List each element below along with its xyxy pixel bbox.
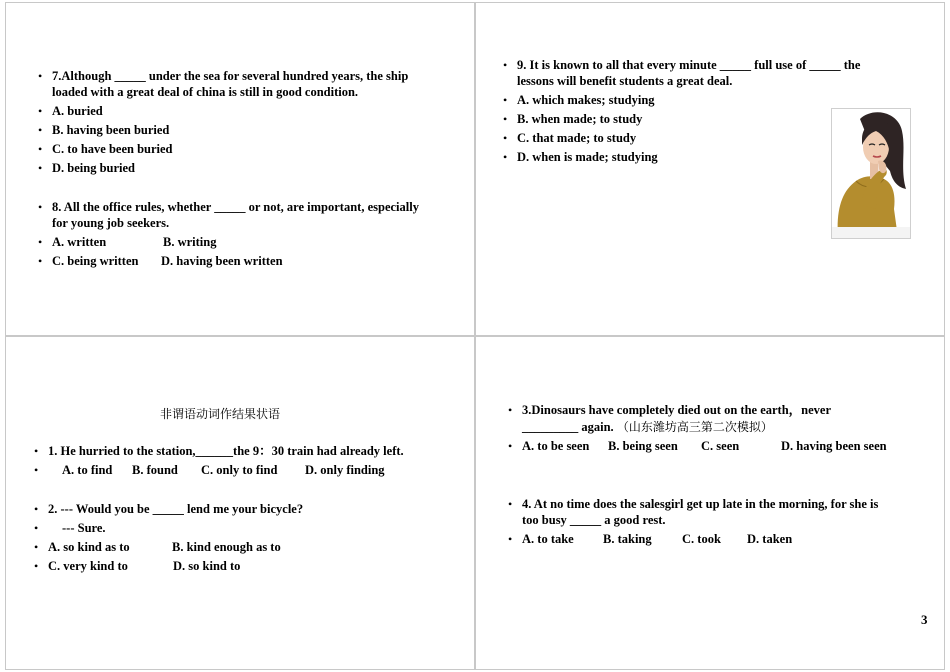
bullet: • [34, 559, 39, 573]
q1-option-b: B. found [132, 463, 178, 477]
q4-option-b: B. taking [603, 532, 652, 546]
bullet: • [503, 131, 508, 145]
woman-thinking-illustration [831, 108, 911, 239]
q7-option-a: A. buried [52, 104, 103, 118]
bullet: • [38, 200, 43, 214]
q7-option-c: C. to have been buried [52, 142, 173, 156]
bullet: • [503, 150, 508, 164]
q9-line1: 9. It is known to all that every minute _____ full use of _____ the [517, 58, 861, 72]
bullet: • [38, 235, 43, 249]
q8-option-c: C. being written [52, 254, 139, 268]
bullet: • [38, 142, 43, 156]
q1-option-d: D. only finding [305, 463, 385, 477]
bullet: • [38, 104, 43, 118]
q7-line1: 7.Although _____ under the sea for several hundred years, the ship [52, 69, 409, 83]
q2-option-b: B. kind enough as to [172, 540, 281, 554]
q7-line2: loaded with a great deal of china is still in good condition. [52, 85, 359, 99]
q3-line2 [522, 419, 773, 435]
q2-option-d: D. so kind to [173, 559, 241, 573]
q3-option-a: A. to be seen [522, 439, 590, 453]
q3-line1: 3.Dinosaurs have completely died out on the earth，never [522, 403, 832, 417]
q4-option-c: C. took [682, 532, 721, 546]
q2-line2: --- Sure. [62, 521, 106, 535]
q9-option-c: C. that made; to study [517, 131, 637, 145]
q4-line1: 4. At no time does the salesgirl get up late in the morning, for she is [522, 497, 879, 511]
q8-option-b: B. writing [163, 235, 217, 249]
q7-option-d: D. being buried [52, 161, 136, 175]
bullet: • [38, 123, 43, 137]
q8-line2: for young job seekers. [52, 216, 170, 230]
bullet: • [508, 403, 513, 417]
q1-option-a: A. to find [62, 463, 113, 477]
q3-option-d: D. having been seen [781, 439, 887, 453]
bullet: • [508, 497, 513, 511]
bullet: • [38, 254, 43, 268]
q9-line2: lessons will benefit students a great deal. [517, 74, 733, 88]
q9-option-b: B. when made; to study [517, 112, 643, 126]
bullet: • [34, 502, 39, 516]
q3-source-note: （山东潍坊高三第二次模拟） [616, 420, 773, 434]
bullet: • [34, 521, 39, 535]
q3-option-b: B. being seen [608, 439, 678, 453]
q9-option-a: A. which makes; studying [517, 93, 655, 107]
bullet: • [38, 69, 43, 83]
section-heading: 非谓语动词作结果状语 [160, 407, 281, 421]
q8-option-a: A. written [52, 235, 107, 249]
bullet: • [34, 463, 39, 477]
q4-option-a: A. to take [522, 532, 574, 546]
bullet: • [34, 540, 39, 554]
q9-option-d: D. when is made; studying [517, 150, 658, 164]
bullet: • [38, 161, 43, 175]
bullet: • [503, 93, 508, 107]
q2-option-a: A. so kind as to [48, 540, 130, 554]
page-number: 3 [921, 612, 928, 627]
q2-line1: 2. --- Would you be _____ lend me your bicycle? [48, 502, 304, 516]
q1-line1: 1. He hurried to the station,______the 9：30 train had already left. [48, 444, 404, 458]
q3-option-c: C. seen [701, 439, 740, 453]
bullet: • [503, 112, 508, 126]
bullet: • [508, 532, 513, 546]
q8-line1: 8. All the office rules, whether _____ or not, are important, especially [52, 200, 419, 214]
q2-option-c: C. very kind to [48, 559, 128, 573]
bullet: • [34, 444, 39, 458]
q8-option-d: D. having been written [161, 254, 283, 268]
q4-line2: too busy _____ a good rest. [522, 513, 666, 527]
q3-blank-again: _________ again. [522, 420, 614, 434]
woman-thinking-svg [832, 109, 910, 238]
bullet: • [508, 439, 513, 453]
q1-option-c: C. only to find [201, 463, 278, 477]
q7-option-b: B. having been buried [52, 123, 170, 137]
bullet: • [503, 58, 508, 72]
q4-option-d: D. taken [747, 532, 793, 546]
